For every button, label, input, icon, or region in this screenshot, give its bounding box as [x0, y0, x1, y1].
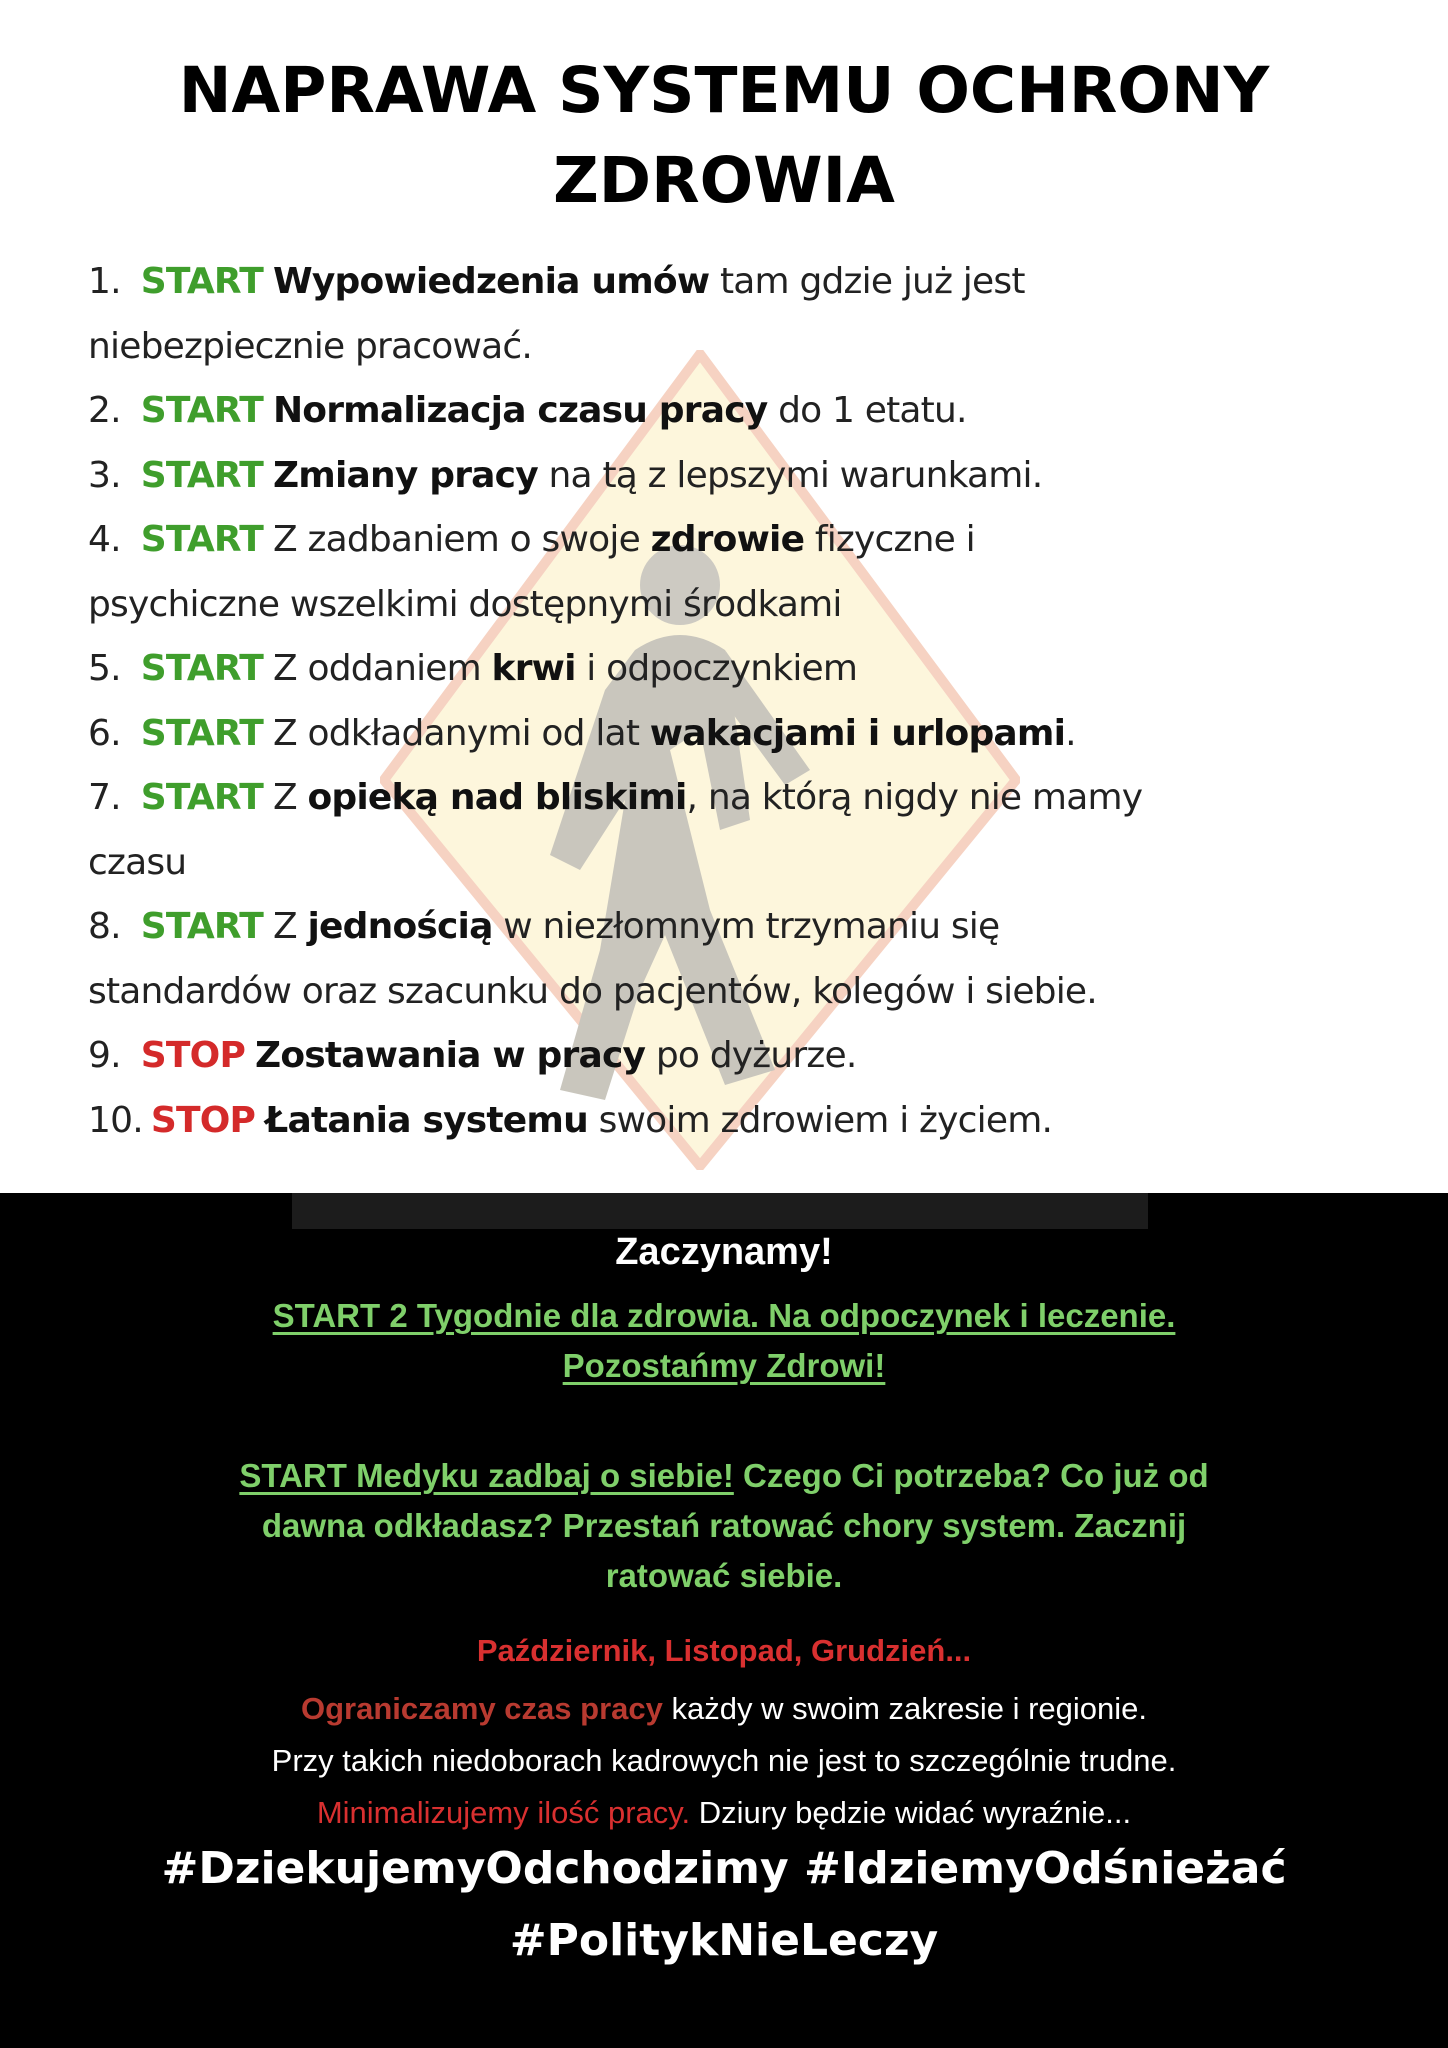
page-title	[0, 46, 1448, 226]
item-number: 5.	[88, 648, 121, 689]
stop-keyword: STOP	[140, 1035, 246, 1076]
item-bold-text: Wypowiedzenia umów	[272, 261, 710, 302]
item-text: , na którą nigdy nie mamy	[686, 777, 1143, 818]
item-number: 7.	[88, 777, 121, 818]
item-bold-text: zdrowie	[650, 519, 805, 560]
action-lines	[0, 1683, 1448, 1839]
poster-bottom-section	[0, 1193, 1448, 2048]
list-item	[88, 702, 1408, 767]
start-block-1-line-1: START 2 Tygodnie dla zdrowia. Na odpoczynek i leczenie.	[272, 1297, 1176, 1334]
action-line-c-red: Minimalizujemy ilość pracy.	[316, 1795, 691, 1830]
months-heading: Październik, Listopad, Grudzień...	[476, 1633, 972, 1668]
item-bold-text: wakacjami i urlopami	[649, 712, 1066, 754]
item-text: do 1 etatu.	[767, 390, 967, 431]
start-block-2	[0, 1451, 1448, 1601]
action-line-c-white: Dziury będzie widać wyraźnie...	[690, 1795, 1132, 1830]
demands-list	[88, 250, 1408, 1153]
item-text: fizyczne i	[804, 519, 975, 560]
item-bold-text: Zostawania w pracy	[255, 1035, 646, 1076]
item-bold-text: opieką nad bliskimi	[307, 777, 687, 818]
item-text: w niezłomnym trzymaniu się	[492, 906, 1000, 947]
start-block-2-underlined: START Medyku zadbaj o siebie!	[239, 1457, 734, 1494]
divider-strip	[292, 1193, 1148, 1229]
hashtags-line-1: #DziekujemyOdchodzimy #IdziemyOdśnieżać	[161, 1843, 1287, 1894]
start-keyword: START	[140, 519, 263, 560]
start-keyword: START	[140, 390, 263, 431]
item-text: Z	[272, 906, 308, 947]
item-number: 10.	[88, 1099, 143, 1141]
list-item	[88, 508, 1408, 637]
start-block-2-line-1: Czego Ci potrzeba? Co już od	[733, 1457, 1209, 1494]
action-line-a-white: każdy w swoim zakresie i regionie.	[662, 1691, 1147, 1726]
hashtags	[0, 1833, 1448, 1977]
start-keyword: START	[140, 777, 263, 818]
item-bold-text: jednością	[307, 906, 493, 947]
start-block-1-line-2: Pozostańmy Zdrowi!	[562, 1347, 886, 1384]
item-continuation: psychiczne wszelkimi dostępnymi środkami	[88, 583, 842, 625]
item-text: Z zadbaniem o swoje	[272, 519, 651, 560]
start-keyword: START	[140, 648, 263, 689]
section-heading: Zaczynamy!	[615, 1231, 833, 1273]
item-number: 2.	[88, 390, 121, 431]
item-text: Z	[272, 777, 308, 818]
list-item	[88, 250, 1408, 379]
item-number: 1.	[88, 261, 121, 302]
list-item	[88, 1024, 1408, 1089]
item-bold-text: krwi	[491, 648, 576, 689]
item-continuation: standardów oraz szacunku do pacjentów, kolegów i siebie.	[88, 970, 1097, 1012]
item-number: 8.	[88, 906, 121, 947]
start-block-2-line-3: ratować siebie.	[605, 1557, 843, 1594]
item-text: po dyżurze.	[645, 1035, 857, 1076]
start-block-2-line-2: dawna odkładasz? Przestań ratować chory system. Zacznij	[261, 1507, 1187, 1544]
item-text: tam gdzie już jest	[709, 261, 1025, 302]
item-number: 9.	[88, 1035, 121, 1076]
title-line-2: ZDROWIA	[553, 144, 895, 217]
list-item	[88, 766, 1408, 895]
item-text: .	[1065, 712, 1076, 754]
title-line-1: NAPRAWA SYSTEMU OCHRONY	[178, 54, 1270, 127]
item-number: 4.	[88, 519, 121, 560]
item-continuation: niebezpiecznie pracować.	[88, 325, 533, 367]
start-keyword: START	[140, 454, 263, 496]
item-text: i odpoczynkiem	[575, 648, 858, 689]
start-keyword: START	[140, 261, 263, 302]
action-line-a-red: Ograniczamy czas pracy	[301, 1691, 663, 1726]
item-text: na tą z lepszymi warunkami.	[537, 454, 1043, 496]
list-item	[88, 895, 1408, 1024]
item-text: Z oddaniem	[272, 648, 492, 689]
list-item	[88, 379, 1408, 444]
item-text: Z odkładanymi od lat	[272, 712, 650, 754]
start-keyword: START	[140, 906, 263, 947]
action-line-c	[0, 1787, 1448, 1839]
list-item	[88, 1089, 1408, 1154]
start-block-1	[0, 1291, 1448, 1391]
item-continuation: czasu	[88, 841, 187, 883]
hashtags-line-2: #PolitykNieLeczy	[509, 1915, 939, 1966]
action-line-a	[0, 1683, 1448, 1735]
item-bold-text: Normalizacja czasu pracy	[272, 390, 768, 431]
action-line-b: Przy takich niedoborach kadrowych nie jest to szczególnie trudne.	[271, 1743, 1177, 1778]
item-number: 3.	[88, 454, 121, 496]
item-text: swoim zdrowiem i życiem.	[587, 1099, 1053, 1141]
item-bold-text: Łatania systemu	[265, 1099, 588, 1141]
item-number: 6.	[88, 712, 121, 754]
item-bold-text: Zmiany pracy	[272, 454, 538, 496]
list-item	[88, 637, 1408, 702]
stop-keyword: STOP	[150, 1099, 256, 1141]
list-item	[88, 444, 1408, 509]
start-keyword: START	[140, 712, 263, 754]
